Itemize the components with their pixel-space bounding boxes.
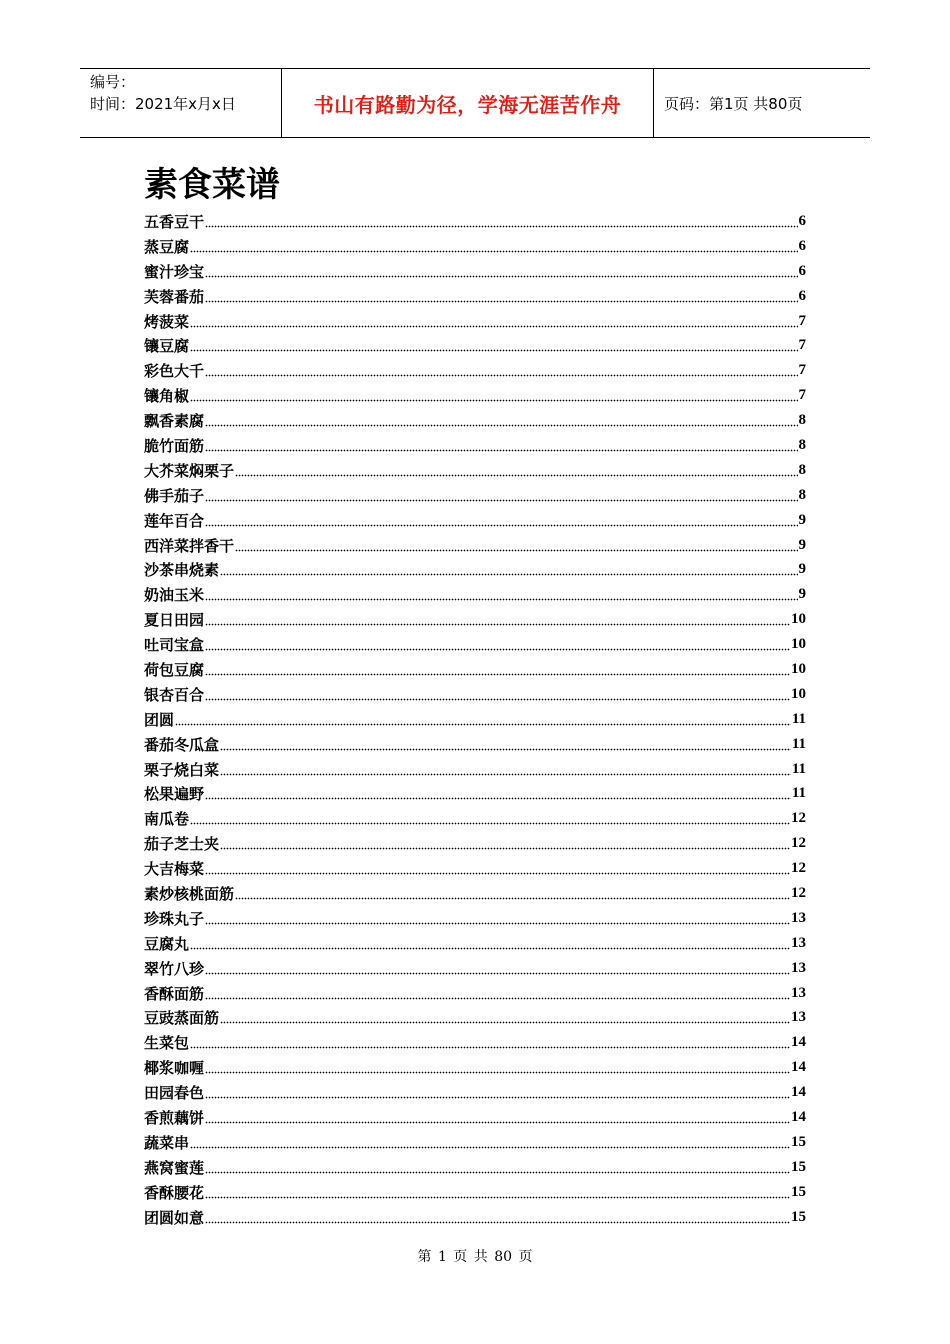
toc-entry-title: 大吉梅菜 [144,860,205,879]
toc-entry-title: 茄子芝士夹 [144,835,220,854]
toc-entry-page-number: 9 [798,586,806,603]
toc-dot-leader [190,239,797,254]
toc-entry[interactable] [144,881,806,906]
document-number-label: 编号： [90,73,136,91]
toc-entry-title: 椰浆咖喱 [144,1059,205,1078]
toc-dot-leader [190,811,790,826]
toc-entry[interactable] [144,508,806,533]
toc-entry-title: 西洋菜拌香干 [144,536,235,555]
toc-entry[interactable] [144,831,806,856]
toc-entry-title: 脆竹面筋 [144,436,205,455]
toc-dot-leader [190,314,797,329]
toc-entry[interactable] [144,234,806,259]
toc-entry-page-number: 7 [798,337,806,354]
toc-dot-leader [220,1010,790,1025]
toc-entry-title: 团圆如意 [144,1208,205,1227]
toc-entry[interactable] [144,557,806,582]
toc-entry-title: 五香豆干 [144,212,205,231]
toc-entry-title: 奶油玉米 [144,586,205,605]
toc-dot-leader [235,886,790,901]
toc-entry[interactable] [144,682,806,707]
toc-entry-page-number: 13 [791,934,806,951]
toc-entry-page-number: 15 [791,1208,806,1225]
toc-entry-title: 大芥菜焖栗子 [144,461,235,480]
toc-entry-page-number: 11 [791,760,806,777]
toc-dot-leader [205,264,797,279]
toc-entry[interactable] [144,259,806,284]
toc-entry-page-number: 10 [791,685,806,702]
toc-entry[interactable] [144,1030,806,1055]
toc-entry-title: 蒸豆腐 [144,237,190,256]
toc-dot-leader [205,961,790,976]
toc-entry[interactable] [144,333,806,358]
toc-dot-leader [205,289,797,304]
toc-entry-title: 燕窝蜜莲 [144,1158,205,1177]
toc-entry-page-number: 14 [791,1109,806,1125]
toc-entry-page-number: 13 [791,959,806,976]
toc-dot-leader [205,1085,790,1100]
toc-entry-title: 飘香素腐 [144,412,205,431]
toc-entry[interactable] [144,533,806,558]
document-title: 素食菜谱 [144,165,280,205]
toc-entry-title: 团圆 [144,710,175,729]
toc-dot-leader [205,513,797,528]
toc-dot-leader [205,1110,790,1125]
toc-entry[interactable] [144,931,806,956]
toc-entry-title: 银杏百合 [144,685,205,704]
toc-entry[interactable] [144,582,806,607]
toc-entry-title: 烤菠菜 [144,312,190,331]
toc-entry-title: 香酥面筋 [144,984,205,1003]
toc-dot-leader [190,338,797,353]
toc-dot-leader [220,737,791,752]
toc-entry[interactable] [144,757,806,782]
toc-entry-title: 生菜包 [144,1034,190,1053]
toc-entry[interactable] [144,732,806,757]
toc-dot-leader [220,836,790,851]
toc-entry-title: 沙茶串烧素 [144,561,220,580]
toc-entry-page-number: 15 [791,1183,806,1200]
toc-entry-title: 栗子烧白菜 [144,760,220,779]
toc-entry[interactable] [144,856,806,881]
toc-dot-leader [205,1210,790,1225]
toc-entry-page-number: 12 [791,884,806,901]
toc-entry-title: 田园春色 [144,1084,205,1103]
toc-entry-title: 佛手茄子 [144,486,205,505]
toc-entry-page-number: 12 [791,860,806,877]
toc-entry-page-number: 14 [791,1034,806,1051]
toc-entry[interactable] [144,906,806,931]
toc-dot-leader [205,587,797,602]
toc-entry-title: 夏日田园 [144,611,205,630]
toc-dot-leader [205,214,797,229]
toc-entry-page-number: 6 [798,262,806,279]
toc-dot-leader [235,463,797,478]
toc-entry-title: 镶角椒 [144,387,190,406]
toc-entry-page-number: 7 [798,362,806,379]
toc-entry-page-number: 13 [791,1009,806,1026]
document-date: 时间：2021年x月x日 [90,95,236,113]
header-meta [80,69,281,137]
toc-entry[interactable] [144,806,806,831]
toc-entry-title: 蔬菜串 [144,1133,190,1152]
toc-dot-leader [205,488,797,503]
toc-dot-leader [205,1185,790,1200]
toc-entry-title: 荷包豆腐 [144,660,205,679]
toc-entry-page-number: 8 [798,461,806,478]
toc-entry-page-number: 6 [798,287,806,304]
toc-entry[interactable] [144,707,806,732]
toc-entry-title: 蜜汁珍宝 [144,262,205,281]
toc-entry-page-number: 9 [798,561,806,578]
toc-entry-title: 香酥腰花 [144,1183,205,1202]
toc-dot-leader [205,786,791,801]
toc-entry-page-number: 11 [791,710,806,727]
toc-entry-title: 番茄冬瓜盒 [144,735,220,754]
toc-entry-title: 彩色大千 [144,362,205,381]
toc-entry-title: 吐司宝盒 [144,636,205,655]
toc-entry-page-number: 15 [791,1133,806,1150]
toc-dot-leader [220,762,791,777]
toc-entry-page-number: 14 [791,1084,806,1101]
header-page-info: 页码：第1页 共80页 [664,94,803,113]
toc-entry[interactable] [144,408,806,433]
page-footer: 第 1 页 共 80 页 [417,1249,533,1265]
header-motto: 书山有路勤为径，学海无涯苦作舟 [313,92,622,117]
toc-entry-title: 镶豆腐 [144,337,190,356]
toc-entry-page-number: 10 [791,636,806,653]
toc-entry-page-number: 11 [791,735,806,752]
toc-dot-leader [220,562,797,577]
toc-dot-leader [205,438,797,453]
toc-entry-title: 香煎藕饼 [144,1109,205,1127]
toc-entry-page-number: 10 [791,660,806,677]
toc-dot-leader [190,1035,790,1050]
toc-entry[interactable] [144,607,806,632]
toc-entry-title: 南瓜卷 [144,810,190,829]
toc-entry[interactable] [144,956,806,981]
toc-entry-title: 芙蓉番茄 [144,287,205,306]
toc-entry[interactable] [144,309,806,334]
toc-entry-title: 松果遍野 [144,785,205,804]
toc-dot-leader [205,612,790,627]
toc-entry-page-number: 13 [791,984,806,1001]
toc-entry-page-number: 14 [791,1059,806,1076]
toc-entry-title: 豆腐丸 [144,934,190,953]
toc-entry-page-number: 12 [791,835,806,852]
toc-dot-leader [205,1160,790,1175]
toc-entry-title: 莲年百合 [144,511,205,530]
toc-entry[interactable] [144,433,806,458]
toc-entry[interactable] [144,1006,806,1031]
toc-entry-page-number: 7 [798,387,806,404]
toc-dot-leader [205,637,790,652]
toc-entry-page-number: 8 [798,412,806,429]
toc-entry[interactable] [144,284,806,309]
header-page-info-cell [654,69,870,137]
toc-entry[interactable] [144,657,806,682]
toc-dot-leader [175,712,791,727]
toc-dot-leader [205,911,790,926]
toc-entry[interactable] [144,1055,806,1080]
toc-entry-page-number: 9 [798,536,806,553]
page-header [80,68,870,138]
toc-dot-leader [205,861,790,876]
toc-entry-page-number: 6 [798,212,806,229]
toc-dot-leader [190,1135,790,1150]
table-of-contents [144,209,806,1230]
toc-entry[interactable] [144,1105,806,1130]
toc-dot-leader [235,538,797,553]
toc-dot-leader [205,1060,790,1075]
toc-entry-page-number: 8 [798,486,806,503]
toc-entry[interactable] [144,458,806,483]
toc-entry[interactable] [144,209,806,234]
toc-dot-leader [205,363,797,378]
toc-entry-title: 豆豉蒸面筋 [144,1009,220,1028]
toc-dot-leader [190,388,797,403]
toc-entry[interactable] [144,1180,806,1205]
toc-entry-title: 素炒核桃面筋 [144,884,235,903]
toc-entry[interactable] [144,632,806,657]
toc-dot-leader [205,986,790,1001]
toc-entry-page-number: 13 [791,909,806,926]
toc-entry[interactable] [144,483,806,508]
toc-entry-page-number: 10 [791,611,806,628]
toc-entry[interactable] [144,1205,806,1230]
toc-entry-page-number: 8 [798,436,806,453]
toc-entry-title: 翠竹八珍 [144,959,205,978]
toc-entry-page-number: 11 [791,785,806,802]
toc-dot-leader [205,413,797,428]
toc-dot-leader [205,662,790,677]
toc-entry[interactable] [144,781,806,806]
toc-entry-page-number: 15 [791,1158,806,1175]
toc-entry[interactable] [144,981,806,1006]
toc-entry-title: 珍珠丸子 [144,909,205,928]
toc-entry[interactable] [144,1080,806,1105]
toc-entry-page-number: 12 [791,810,806,827]
toc-entry-page-number: 9 [798,511,806,528]
toc-entry[interactable] [144,383,806,408]
toc-entry[interactable] [144,358,806,383]
header-motto-cell [281,69,654,137]
toc-entry[interactable] [144,1130,806,1155]
toc-dot-leader [190,936,790,951]
toc-entry-page-number: 7 [798,312,806,329]
toc-entry[interactable] [144,1155,806,1180]
toc-dot-leader [205,687,790,702]
toc-entry-page-number: 6 [798,237,806,254]
